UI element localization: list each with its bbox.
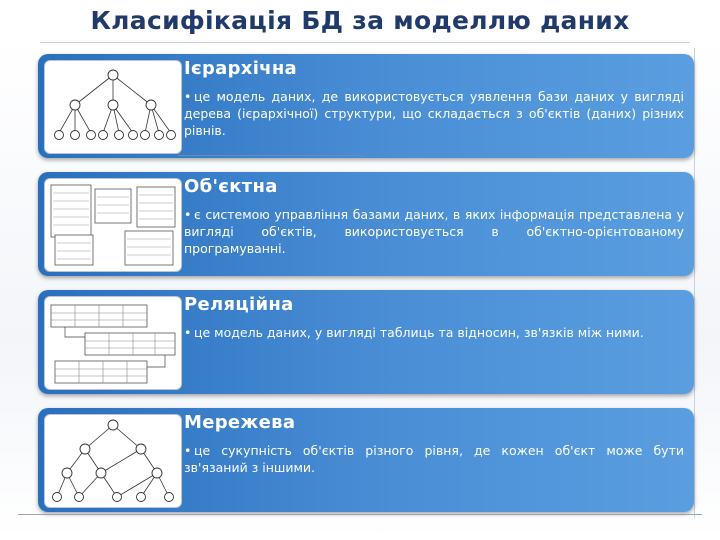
panel-description: [184, 324, 684, 341]
right-rule: [694, 48, 695, 518]
relational-tables-icon: [45, 297, 181, 389]
object-boxes-icon: [45, 179, 181, 271]
bottom-divider: [18, 514, 702, 515]
network-graph-image: [44, 414, 182, 508]
bullet-dot-icon: •: [184, 325, 192, 340]
network-graph-icon: [45, 415, 181, 507]
panel-relational: [38, 290, 694, 394]
panel-heading: Об'єктна: [184, 176, 278, 197]
bullet-dot-icon: •: [184, 443, 192, 458]
hierarchy-tree-icon: [45, 61, 181, 153]
panel-text: це сукупність об'єктів різного рівня, де кожен об'єкт може бути зв'язаний з іншими.: [184, 443, 684, 475]
panel-object: [38, 172, 694, 276]
panel-heading: Ієрархічна: [184, 58, 298, 79]
panel-text: це модель даних, у вигляді таблиць та відносин, зв'язків між ними.: [194, 325, 644, 340]
divider-line: [178, 155, 363, 156]
panel-description: [184, 88, 684, 139]
title-divider: [40, 42, 690, 43]
panel-text: є системою управління базами даних, в яких інформація представлена у вигляді об'єктів, використовується в об'єктно-орієнтованому програмуванні.: [184, 207, 684, 256]
panel-text: це модель даних, де використовується уявлення бази даних у вигляді дерева (ієрархічної) структури, що складається з об'єктів (даних) різних рівнів.: [184, 89, 684, 138]
slide-title: Класифікація БД за моделлю даних: [90, 6, 630, 35]
hierarchy-tree-image: [44, 60, 182, 154]
panel-network: [38, 408, 694, 512]
panel-heading: Реляційна: [184, 294, 294, 315]
bullet-dot-icon: •: [184, 89, 192, 104]
relational-tables-image: [44, 296, 182, 390]
panel-description: [184, 206, 684, 257]
bullet-dot-icon: •: [184, 207, 192, 222]
panel-heading: Мережева: [184, 412, 296, 433]
object-model-image: [44, 178, 182, 272]
panel-description: [184, 442, 684, 476]
panel-hierarchical: [38, 54, 694, 158]
